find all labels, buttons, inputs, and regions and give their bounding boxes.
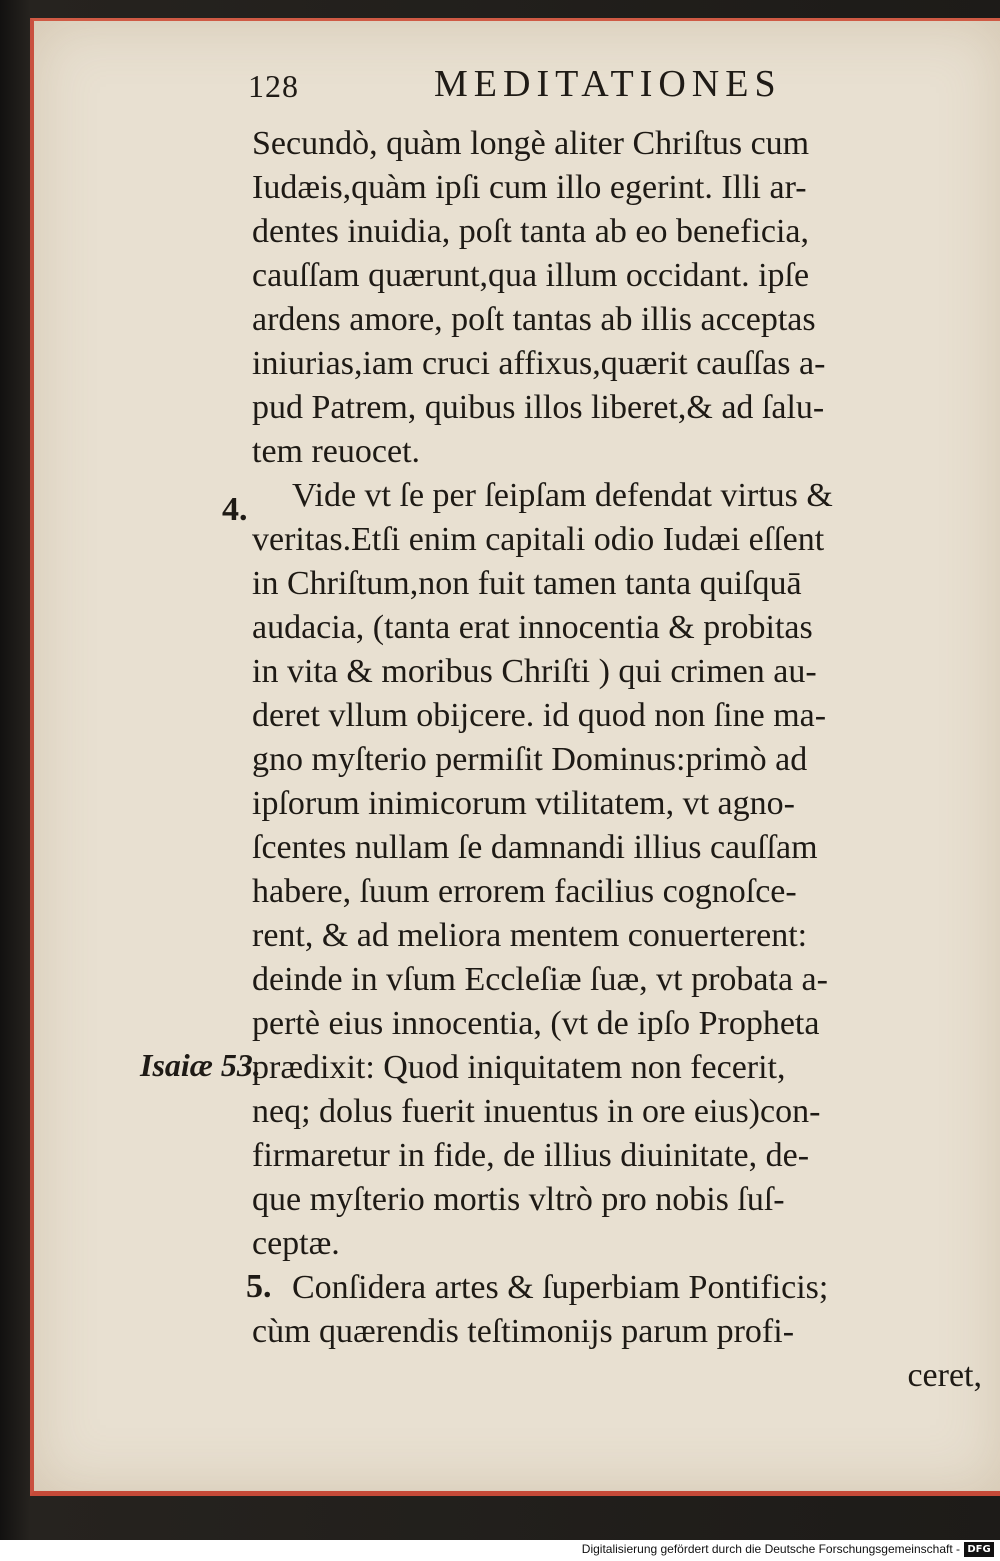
running-head: MEDITATIONES xyxy=(434,63,782,105)
text-line: neq; dolus fuerit inuentus in ore eius)con- xyxy=(252,1093,821,1130)
text-line: pud Patrem, quibus illos liberet,& ad ſalu- xyxy=(252,389,825,426)
text-line: iniurias,iam cruci affixus,quærit cauſſas a- xyxy=(252,345,826,382)
text-line: in vita & moribus Chriſti ) qui crimen au- xyxy=(252,653,817,690)
text-line: Secundò, quàm longè aliter Chriſtus cum xyxy=(252,125,810,162)
text-line: Vide vt ſe per ſeipſam defendat virtus & xyxy=(292,477,833,514)
text-line: habere, ſuum errorem facilius cognoſce- xyxy=(252,873,797,910)
text-line: rent, & ad meliora mentem conuerterent: xyxy=(252,917,808,954)
text-line: gno myſterio permiſit Dominus:primò ad xyxy=(252,741,808,778)
text-line: Iudæis,quàm ipſi cum illo egerint. Illi ar- xyxy=(252,169,807,206)
text-line: cùm quærendis teſtimonijs parum profi- xyxy=(252,1313,795,1350)
text-line: ceptæ. xyxy=(252,1225,340,1262)
page-number: 128 xyxy=(248,68,299,104)
text-line: veritas.Etſi enim capitali odio Iudæi eſſent xyxy=(252,521,825,558)
body-text xyxy=(252,122,982,1398)
text-line: audacia, (tanta erat innocentia & probitas xyxy=(252,609,813,646)
margin-note-4: 4. xyxy=(222,491,248,528)
page-header xyxy=(248,62,848,112)
text-line: prædixit: Quod iniquitatem non fecerit, xyxy=(252,1049,786,1086)
text-line: Conſidera artes & ſuperbiam Pontificis; xyxy=(292,1269,829,1306)
text-line: ardens amore, poſt tantas ab illis acceptas xyxy=(252,301,816,338)
text-line: que myſterio mortis vltrò pro nobis ſuſ- xyxy=(252,1181,785,1218)
text-line: cauſſam quærunt,qua illum occidant. ipſe xyxy=(252,257,810,294)
text-line: ceret, xyxy=(907,1357,982,1394)
text-line: tem reuocet. xyxy=(252,433,421,470)
text-line: ipſorum inimicorum vtilitatem, vt agno- xyxy=(252,785,795,822)
text-line: deret vllum obijcere. id quod non ſine ma- xyxy=(252,697,827,734)
dfg-credit: Digitalisierung gefördert durch die Deutsche Forschungsgemeinschaft - xyxy=(581,1542,960,1556)
margin-note-5: 5. xyxy=(246,1268,272,1305)
text-line: firmaretur in fide, de illius diuinitate, de- xyxy=(252,1137,810,1174)
text-line: pertè eius innocentia, (vt de ipſo Propheta xyxy=(252,1005,820,1042)
margin-note-isaie: Isaiæ 53. xyxy=(140,1047,261,1083)
text-line: deinde in vſum Eccleſiæ ſuæ, vt probata a- xyxy=(252,961,828,998)
text-line: in Chriſtum,non fuit tamen tanta quiſquā xyxy=(252,565,802,602)
dfg-logo: DFG xyxy=(964,1542,994,1557)
footer-bar xyxy=(0,1540,1000,1561)
text-line: ſcentes nullam ſe damnandi illius cauſſam xyxy=(252,829,818,866)
text-line: dentes inuidia, poſt tanta ab eo beneficia, xyxy=(252,213,810,250)
